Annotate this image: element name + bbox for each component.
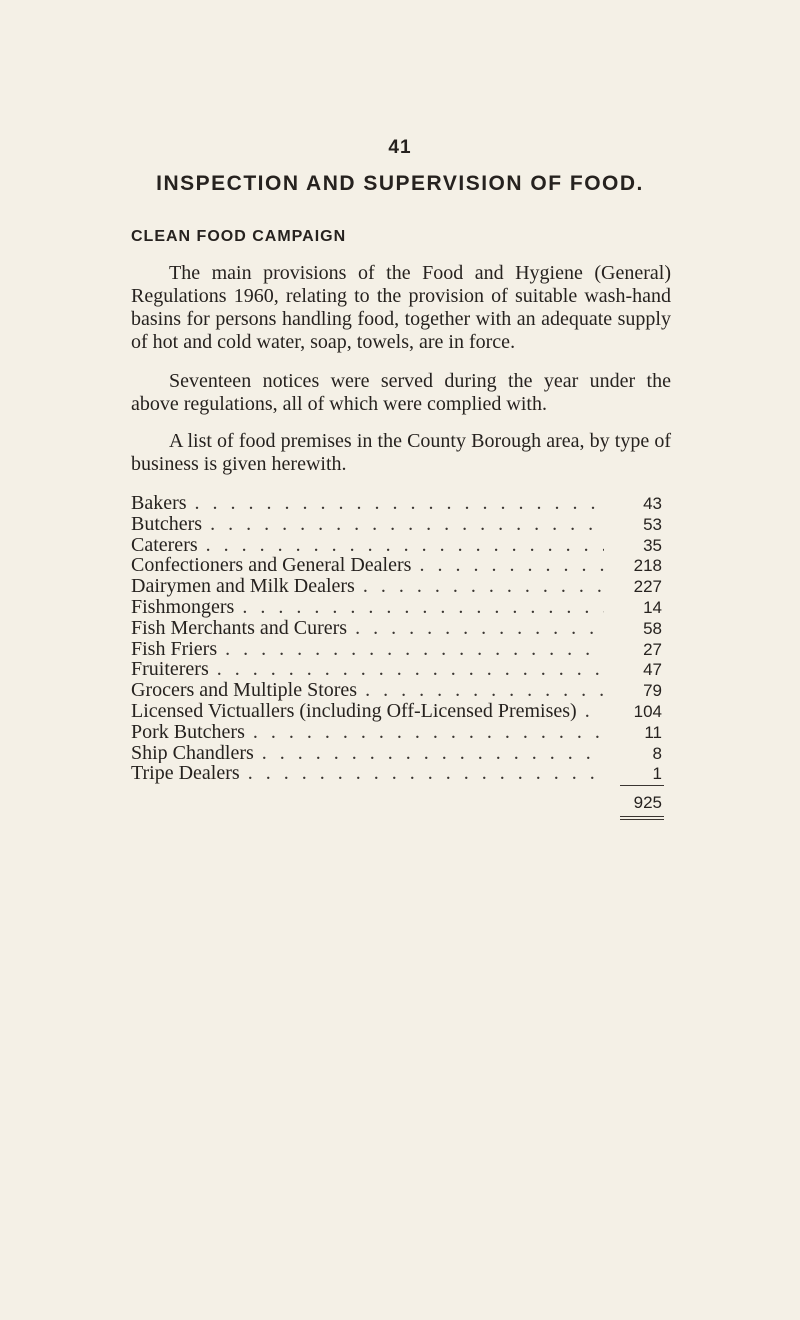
list-item	[131, 597, 662, 618]
premises-list	[131, 493, 662, 784]
list-item	[131, 618, 662, 639]
section-heading: CLEAN FOOD CAMPAIGN	[131, 228, 347, 245]
premises-count: 8	[652, 743, 662, 763]
premises-count: 53	[643, 514, 662, 534]
list-item	[131, 763, 662, 784]
list-item	[131, 576, 662, 597]
premises-type: Fish Friers	[131, 638, 218, 660]
list-item	[131, 493, 662, 514]
premises-type: Pork Butchers	[131, 721, 245, 743]
list-item	[131, 535, 662, 556]
premises-count: 79	[643, 681, 662, 701]
dot-leader	[187, 493, 604, 514]
premises-type: Fish Merchants and Curers	[131, 617, 348, 639]
premises-type: Butchers	[131, 513, 203, 535]
premises-type: Confectioners and General Dealers	[131, 555, 412, 577]
page-title: INSPECTION AND SUPERVISION OF FOOD.	[156, 172, 644, 195]
page-number: 41	[388, 137, 412, 158]
list-item	[131, 701, 662, 722]
paragraph-regulations	[131, 262, 671, 354]
list-item	[131, 722, 662, 743]
list-item	[131, 680, 662, 701]
dot-leader	[355, 576, 604, 597]
premises-type: Caterers	[131, 534, 198, 556]
dot-leader	[411, 555, 604, 576]
premises-count: 104	[633, 701, 662, 721]
premises-type: Dairymen and Milk Dealers	[131, 576, 355, 597]
paragraph-text: Seventeen notices were served during the year under the above regulations, all of which were complied with.	[131, 370, 671, 415]
paragraph-list-intro	[131, 430, 671, 476]
premises-count: 218	[633, 556, 662, 576]
premises-count: 35	[643, 535, 662, 555]
dot-leader	[240, 763, 604, 784]
premises-count: 58	[643, 618, 662, 638]
paragraph-notices	[131, 370, 671, 416]
dot-leader	[245, 722, 604, 743]
dot-leader	[357, 680, 604, 701]
dot-leader	[198, 535, 604, 556]
list-item	[131, 639, 662, 660]
list-item	[131, 743, 662, 764]
dot-leader	[202, 514, 604, 535]
premises-count: 227	[633, 577, 662, 597]
dot-leader	[254, 743, 604, 764]
premises-type: Ship Chandlers	[131, 742, 254, 764]
premises-type: Fishmongers	[131, 596, 235, 618]
dot-leader	[577, 701, 604, 722]
dot-leader	[347, 618, 604, 639]
list-item	[131, 555, 662, 576]
premises-count: 11	[644, 722, 662, 742]
list-item	[131, 514, 662, 535]
premises-count: 14	[643, 597, 662, 617]
total-rule	[620, 785, 664, 786]
premises-type: Fruiterers	[131, 659, 209, 681]
paragraph-text: A list of food premises in the County Borough area, by type of business is given herewith.	[131, 430, 671, 475]
dot-leader	[217, 639, 604, 660]
premises-type: Tripe Dealers	[131, 763, 240, 785]
premises-count: 1	[652, 764, 662, 784]
premises-type: Grocers and Multiple Stores	[131, 680, 358, 701]
premises-count: 27	[643, 639, 662, 659]
premises-count: 43	[643, 494, 662, 513]
premises-type: Bakers	[131, 493, 187, 514]
total-double-rule	[620, 816, 664, 820]
dot-leader	[234, 597, 604, 618]
total-count: 925	[633, 793, 662, 812]
premises-count: 47	[643, 660, 662, 680]
paragraph-text: The main provisions of the Food and Hygiene (General) Regulations 1960, relating to the provision of suitable wash-hand basins for persons handling food, together with an adequate supply of hot and cold water, soap, towels, are in force.	[131, 262, 671, 353]
list-item	[131, 659, 662, 680]
dot-leader	[209, 659, 604, 680]
premises-type: Licensed Victuallers (including Off-Licensed Premises)	[131, 700, 577, 722]
